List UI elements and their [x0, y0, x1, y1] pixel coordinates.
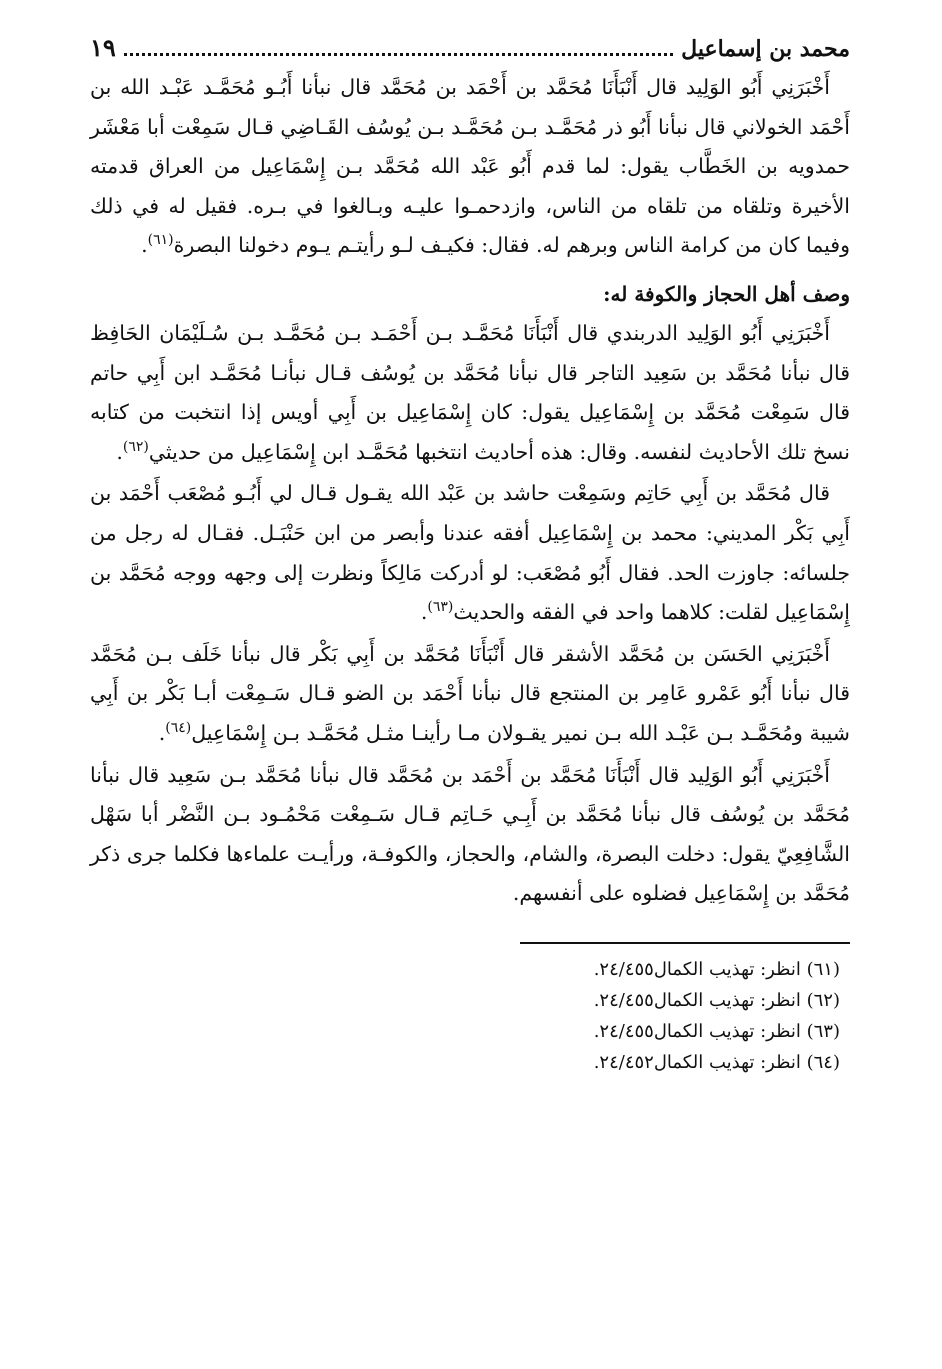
header-leader-dots [124, 35, 673, 56]
paragraph-1: أَخْبَرَنِي أَبُو الوَلِيد الدربندي قال أَنْبَأَنَا مُحَمَّـد بـن أَحْمَـد بـن مُحَمَّـد بـن سُـلَيْمَان الحَافِظ قال نبأنا مُحَمَّد بن سَعِيد التاجر قال نبأنا مُحَمَّد بن يُوسُف قـال نبأنـا مُحَمَّـد ابن أَبِي حاتم قال سَمِعْت مُحَمَّد بن إِسْمَاعِيل يقول: كان إِسْمَاعِيل بن أَبِي أويس إذا انتخبت من كتابه نسخ تلك الأحاديث لنفسه. وقال: هذه أحاديث انتخبها مُحَمَّـد ابن إِسْمَاعِيل من حديثي$^{(٦٢)}$. [90, 320, 850, 464]
footnote-64: (٦٤) انظر: تهذيب الكمال٢٤/٤٥٢. [593, 1051, 840, 1073]
paragraph-2: قال مُحَمَّد بن أَبِي حَاتِم وسَمِعْت حاشد بن عَبْد الله يقـول قـال لي أَبُـو مُصْعَب أَحْمَد بن أَبِي بَكْر المديني: محمد بن إِسْمَاعِيل أفقه عندنا وأبصر من ابن حَنْبَـل. فقـال له رجل من جلسائه: جاوزت الحد. فقال أَبُو مُصْعَب: لو أدركت مَالِكاً ونظرت إلى وجهه ووجه مُحَمَّد بن إِسْمَاعِيل لقلت: كلاهما واحد في الفقه والحديث$^{(٦٣)}$. [90, 481, 850, 625]
page-header [90, 28, 850, 68]
footnote-ref-64: (٦٤) [165, 720, 192, 737]
footnote-ref-62: (٦٢) [122, 438, 149, 455]
footnote-ref-63: (٦٣) [427, 599, 454, 616]
section-heading: وصف أهل الحجاز والكوفة له: [603, 281, 850, 306]
running-title: محمد بن إسماعيل [681, 36, 850, 62]
paragraph-3: أَخْبَرَنِي الحَسَن بن مُحَمَّد الأشقر قال أَنْبَأَنَا مُحَمَّد بن أَبِي بَكْر قال نبأنا خَلَف بـن مُحَمَّد قال نبأنا أَبُو عَمْرو عَامِر بن المنتجع قال نبأنا أَحْمَد بن الضو قـال سَـمِعْت أبـا بَكْر بن أَبِي شيبة ومُحَمَّـد بـن عَبْـد الله بـن نمير يقـولان مـا رأينـا مثـل مُحَمَّـد بـن إِسْمَاعِيل$^{(٦٤)}$. [90, 641, 850, 745]
footnote-ref-61: (٦١) [147, 232, 174, 249]
intro-paragraph-text: أَخْبَرَنِي أَبُو الوَلِيد قال أَنْبَأَنَا مُحَمَّد بن أَحْمَد بن مُحَمَّد قال نبأنا أَبُـو مُحَمَّـد عَبْـد الله بن أَحْمَد الخولاني قال نبأنا أَبُو ذر مُحَمَّـد بـن مُحَمَّـد بـن يُوسُف القَـاضِي قـال سَمِعْت أبا مَعْشَر حمدويه بن الخَطَّاب يقول: لما قدم أَبُو عَبْد الله مُحَمَّد بـن إِسْمَاعِيل من العراق قدمته الأخيرة وتلقاه من تلقاه من الناس، وازدحمـوا عليـه وبـالغوا في بـره. فقيل له في ذلك وفيما كان من كرامة الناس وبرهم له. فقال: فكيـف لـو رأيتـم يـوم دخولنا البصرة [90, 75, 850, 258]
paragraph-3-text: أَخْبَرَنِي الحَسَن بن مُحَمَّد الأشقر قال أَنْبَأَنَا مُحَمَّد بن أَبِي بَكْر قال نبأنا خَلَف بـن مُحَمَّد قال نبأنا أَبُو عَمْرو عَامِر بن المنتجع قال نبأنا أَحْمَد بن الضو قـال سَـمِعْت أبـا بَكْر بن أَبِي شيبة ومُحَمَّـد بـن عَبْـد الله بـن نمير يقـولان مـا رأينـا مثـل مُحَمَّـد بـن إِسْمَاعِيل [90, 641, 850, 745]
book-page [90, 28, 850, 1078]
footnote-62: (٦٢) انظر: تهذيب الكمال٢٤/٤٥٥. [593, 989, 840, 1011]
footnote-61: (٦١) انظر: تهذيب الكمال٢٤/٤٥٥. [593, 958, 840, 980]
footnotes-list [90, 954, 850, 1078]
paragraph-4 [90, 756, 850, 914]
paragraph-4-text: أَخْبَرَنِي أَبُو الوَلِيد قال أَنْبَأَنَا مُحَمَّد بن أَحْمَد بن مُحَمَّد قال نبأنا مُحَمَّد بـن سَعِيد قال نبأنا مُحَمَّد بن يُوسُف قال نبأنا مُحَمَّد بن أَبِـي حَـاتِم قـال سَـمِعْت مَحْمُـود بـن النَّضْر أبا سَهْل الشَّافِعِيّ يقول: دخلت البصرة، والشام، والحجاز، والكوفـة، ورأيـت علماءها فكلما جرى ذكر مُحَمَّد بن إِسْمَاعِيل فضلوه على أنفسهم. [90, 762, 850, 906]
intro-paragraph: أَخْبَرَنِي أَبُو الوَلِيد قال أَنْبَأَنَا مُحَمَّد بن أَحْمَد بن مُحَمَّد قال نبأنا أَبُـو مُحَمَّـد عَبْـد الله بن أَحْمَد الخولاني قال نبأنا أَبُو ذر مُحَمَّـد بـن مُحَمَّـد بـن يُوسُف القَـاضِي قـال سَمِعْت أبا مَعْشَر حمدويه بن الخَطَّاب يقول: لما قدم أَبُو عَبْد الله مُحَمَّد بـن إِسْمَاعِيل من العراق قدمته الأخيرة وتلقاه من تلقاه من الناس، وازدحمـوا عليـه وبـالغوا في بـره. فقيل له في ذلك وفيما كان من كرامة الناس وبرهم له. فقال: فكيـف لـو رأيتـم يـوم دخولنا البصرة$^{(٦١)}$. [90, 75, 850, 258]
footnote-63: (٦٣) انظر: تهذيب الكمال٢٤/٤٥٥. [593, 1020, 840, 1042]
footnote-separator [520, 942, 850, 944]
page-number: ١٩ [90, 33, 116, 62]
paragraph-2-text: قال مُحَمَّد بن أَبِي حَاتِم وسَمِعْت حاشد بن عَبْد الله يقـول قـال لي أَبُـو مُصْعَب أَحْمَد بن أَبِي بَكْر المديني: محمد بن إِسْمَاعِيل أفقه عندنا وأبصر من ابن حَنْبَـل. فقـال له رجل من جلسائه: جاوزت الحد. فقال أَبُو مُصْعَب: لو أدركت مَالِكاً ونظرت إلى وجهه ووجه مُحَمَّد بن إِسْمَاعِيل لقلت: كلاهما واحد في الفقه والحديث [90, 481, 850, 625]
paragraph-1-text: أَخْبَرَنِي أَبُو الوَلِيد الدربندي قال أَنْبَأَنَا مُحَمَّـد بـن أَحْمَـد بـن مُحَمَّـد بـن سُـلَيْمَان الحَافِظ قال نبأنا مُحَمَّد بن سَعِيد التاجر قال نبأنا مُحَمَّد بن يُوسُف قـال نبأنـا مُحَمَّـد ابن أَبِي حاتم قال سَمِعْت مُحَمَّد بن إِسْمَاعِيل يقول: كان إِسْمَاعِيل بن أَبِي أويس إذا انتخبت من كتابه نسخ تلك الأحاديث لنفسه. وقال: هذه أحاديث انتخبها مُحَمَّـد ابن إِسْمَاعِيل من حديثي [90, 320, 850, 464]
